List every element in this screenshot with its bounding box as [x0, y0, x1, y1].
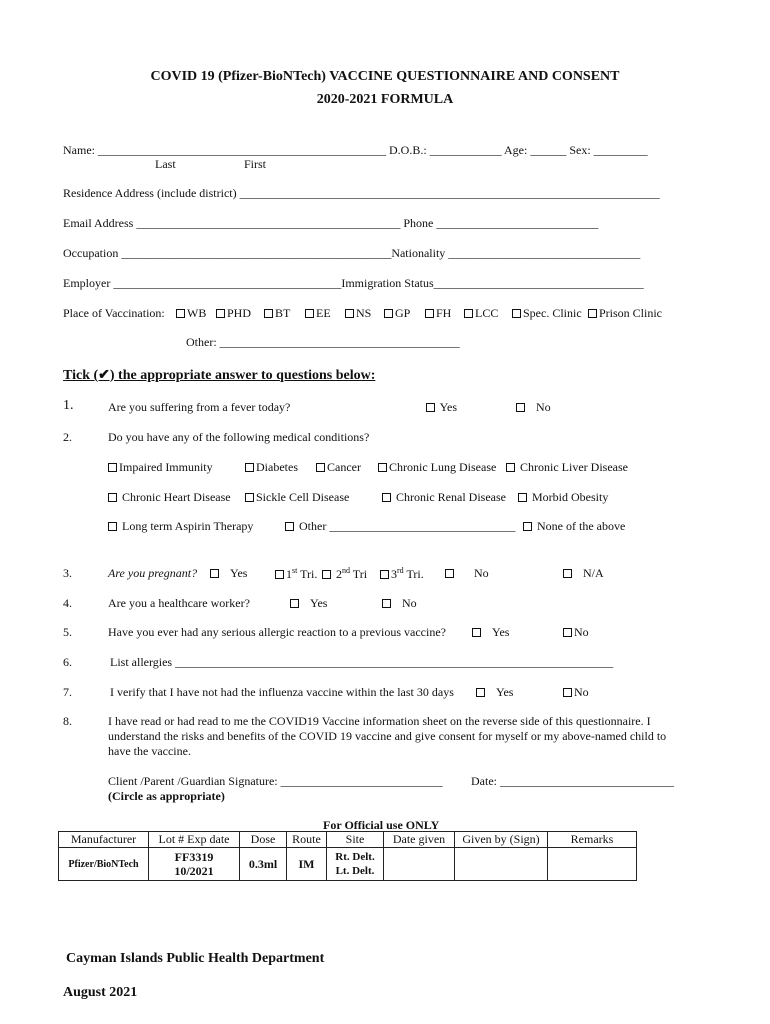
q2-text: Do you have any of the following medical conditions? [108, 430, 370, 444]
checkbox-icon [108, 522, 117, 531]
cell-manufacturer: Pfizer/BioNTech [59, 848, 149, 881]
checkbox-icon [384, 309, 393, 318]
footer-date: August 2021 [63, 985, 138, 1000]
checkbox-icon [285, 522, 294, 531]
date-field[interactable]: Date: _____________________________ [471, 774, 674, 788]
checkbox-icon [588, 309, 597, 318]
cell-date-given[interactable] [384, 848, 455, 881]
checkbox-icon [380, 570, 389, 579]
q1-no[interactable]: No [516, 400, 551, 415]
place-option-wb[interactable]: WB [176, 306, 206, 321]
checkbox-icon [464, 309, 473, 318]
q5-no[interactable]: No [563, 625, 589, 640]
checkbox-icon [264, 309, 273, 318]
checkbox-icon [290, 599, 299, 608]
checkbox-icon [108, 463, 117, 472]
condition-none[interactable]: None of the above [523, 519, 625, 534]
checkbox-icon [210, 569, 219, 578]
official-use-heading: For Official use ONLY [323, 818, 440, 832]
instruction-heading: Tick (✔) the appropriate answer to questions below: [63, 368, 376, 383]
place-of-vaccination-label: Place of Vaccination: [63, 306, 165, 320]
checkbox-icon [378, 463, 387, 472]
place-option-bt[interactable]: BT [264, 306, 290, 321]
checkbox-icon [322, 570, 331, 579]
q7-text: I verify that I have not had the influenza vaccine within the last 30 days [110, 685, 454, 699]
header-lot: Lot # Exp date [149, 832, 240, 848]
place-option-prison-clinic[interactable]: Prison Clinic [588, 306, 662, 321]
other-place-field[interactable]: Other: ________________________________________ [186, 335, 460, 349]
q3-trimester-2[interactable]: 2nd Tri [322, 566, 367, 582]
place-option-ns[interactable]: NS [345, 306, 371, 321]
q2-number: 2. [63, 430, 72, 444]
q4-text: Are you a healthcare worker? [108, 596, 250, 610]
q8-line3: have the vaccine. [108, 744, 191, 758]
q1-yes[interactable]: Yes [426, 400, 457, 415]
signature-field[interactable]: Client /Parent /Guardian Signature: ___________________________ [108, 774, 443, 788]
checkbox-icon [425, 309, 434, 318]
place-option-gp[interactable]: GP [384, 306, 410, 321]
checkbox-icon [512, 309, 521, 318]
condition-sickle-cell[interactable]: Sickle Cell Disease [245, 490, 349, 505]
checkbox-icon [563, 569, 572, 578]
header-site: Site [327, 832, 384, 848]
q3-number: 3. [63, 566, 72, 580]
header-route: Route [287, 832, 327, 848]
q7-yes[interactable]: Yes [476, 685, 513, 700]
footer-department: Cayman Islands Public Health Department [66, 951, 325, 966]
checkbox-icon [382, 599, 391, 608]
q3-trimester-1[interactable]: 1st Tri. [275, 566, 317, 582]
checkbox-icon [445, 569, 454, 578]
checkbox-icon [305, 309, 314, 318]
occupation-nationality-field[interactable]: Occupation _____________________________________________Nationality ________________________________ [63, 246, 641, 260]
header-dose: Dose [240, 832, 287, 848]
condition-chronic-heart[interactable]: Chronic Heart Disease [108, 490, 231, 505]
official-use-table [58, 831, 637, 881]
q7-no[interactable]: No [563, 685, 589, 700]
checkbox-icon [316, 463, 325, 472]
condition-chronic-liver[interactable]: Chronic Liver Disease [506, 460, 628, 475]
checkbox-icon [476, 688, 485, 697]
residence-field[interactable]: Residence Address (include district) ______________________________________________________________________ [63, 186, 660, 200]
place-option-spec-clinic[interactable]: Spec. Clinic [512, 306, 582, 321]
header-date-given: Date given [384, 832, 455, 848]
cell-lot: FF3319 10/2021 [149, 848, 240, 881]
header-remarks: Remarks [548, 832, 637, 848]
checkbox-icon [563, 688, 572, 697]
header-given-by: Given by (Sign) [455, 832, 548, 848]
q3-na[interactable]: N/A [563, 566, 604, 581]
condition-other[interactable]: Other _______________________________ [285, 519, 515, 534]
checkbox-icon [275, 570, 284, 579]
checkbox-icon [176, 309, 185, 318]
q8-number: 8. [63, 714, 72, 728]
cell-dose: 0.3ml [240, 848, 287, 881]
q3-trimester-3[interactable]: 3rd Tri. [380, 566, 424, 582]
checkbox-icon [245, 493, 254, 502]
q4-no[interactable]: No [382, 596, 417, 611]
employer-immigration-field[interactable]: Employer ______________________________________Immigration Status___________________________________ [63, 276, 644, 290]
q4-number: 4. [63, 596, 72, 610]
checkbox-icon [516, 403, 525, 412]
q3-yes[interactable]: Yes [210, 566, 247, 581]
condition-morbid-obesity[interactable]: Morbid Obesity [518, 490, 608, 505]
checkbox-icon [216, 309, 225, 318]
place-option-lcc[interactable]: LCC [464, 306, 498, 321]
q5-yes[interactable]: Yes [472, 625, 509, 640]
name-dob-age-sex-field[interactable]: Name: ________________________________________________ D.O.B.: ____________ Age: ______ Sex: _________ [63, 143, 648, 157]
table-row [59, 848, 637, 881]
place-option-ee[interactable]: EE [305, 306, 331, 321]
place-option-fh[interactable]: FH [425, 306, 451, 321]
header-manufacturer: Manufacturer [59, 832, 149, 848]
last-label: Last [155, 157, 176, 171]
condition-aspirin[interactable]: Long term Aspirin Therapy [108, 519, 253, 534]
first-label: First [244, 157, 267, 171]
q3-no[interactable]: No [445, 566, 489, 581]
q8-line2: understand the risks and benefits of the COVID 19 vaccine and give consent for myself or my above-named child to [108, 729, 667, 743]
table-header-row [59, 832, 637, 848]
checkbox-icon [108, 493, 117, 502]
checkbox-icon [345, 309, 354, 318]
condition-chronic-renal[interactable]: Chronic Renal Disease [382, 490, 506, 505]
place-option-phd[interactable]: PHD [216, 306, 251, 321]
cell-site: Rt. Delt. Lt. Delt. [327, 848, 384, 881]
form-subtitle: 2020-2021 FORMULA [316, 92, 454, 107]
cell-remarks[interactable] [548, 848, 637, 881]
q7-number: 7. [63, 685, 72, 699]
condition-chronic-lung[interactable]: Chronic Lung Disease [378, 460, 496, 475]
condition-diabetes[interactable]: Diabetes [245, 460, 298, 475]
form-title: COVID 19 (Pfizer-BioNTech) VACCINE QUESTIONNAIRE AND CONSENT [150, 69, 620, 84]
checkbox-icon [518, 493, 527, 502]
q1-text: Are you suffering from a fever today? [108, 400, 291, 414]
cell-route: IM [287, 848, 327, 881]
checkbox-icon [563, 628, 572, 637]
checkbox-icon [426, 403, 435, 412]
checkbox-icon [506, 463, 515, 472]
q4-yes[interactable]: Yes [290, 596, 327, 611]
q6-number: 6. [63, 655, 72, 669]
q1-number: 1. [63, 398, 74, 413]
circle-note: (Circle as appropriate) [108, 789, 225, 803]
q5-number: 5. [63, 625, 72, 639]
condition-cancer[interactable]: Cancer [316, 460, 361, 475]
email-phone-field[interactable]: Email Address ____________________________________________ Phone ___________________________ [63, 216, 599, 230]
q5-text: Have you ever had any serious allergic reaction to a previous vaccine? [108, 625, 446, 639]
cell-given-by[interactable] [455, 848, 548, 881]
q8-line1: I have read or had read to me the COVID19 Vaccine information sheet on the reverse side of this questionnaire. I [108, 714, 651, 728]
checkbox-icon [245, 463, 254, 472]
allergies-field[interactable]: List allergies _________________________________________________________________________ [110, 655, 614, 669]
checkbox-icon [382, 493, 391, 502]
checkbox-icon [472, 628, 481, 637]
checkbox-icon [523, 522, 532, 531]
condition-impaired-immunity[interactable]: Impaired Immunity [108, 460, 213, 475]
q3-text: Are you pregnant? [108, 566, 198, 580]
